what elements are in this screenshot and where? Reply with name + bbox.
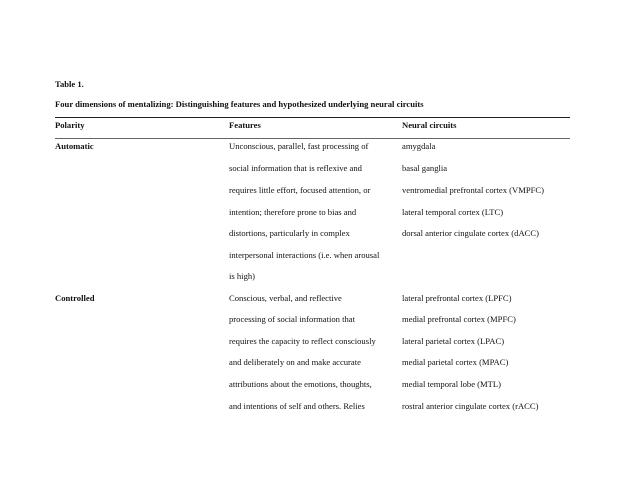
neural-circuit: lateral prefrontal cortex (LPFC) bbox=[402, 293, 512, 303]
neural-circuit: ventromedial prefrontal cortex (VMPFC) bbox=[402, 185, 544, 195]
feature-line: and deliberately on and make accurate bbox=[229, 357, 361, 367]
header-bottom-rule bbox=[55, 138, 570, 139]
feature-line: Unconscious, parallel, fast processing of bbox=[229, 141, 369, 151]
neural-circuit: medial temporal lobe (MTL) bbox=[402, 379, 502, 389]
feature-line: is high) bbox=[229, 271, 256, 281]
neural-circuit: amygdala bbox=[402, 141, 436, 151]
feature-line: requires little effort, focused attention, or bbox=[229, 185, 371, 195]
neural-circuit: dorsal anterior cingulate cortex (dACC) bbox=[402, 228, 539, 238]
neural-circuit: medial parietal cortex (MPAC) bbox=[402, 357, 509, 367]
feature-line: social information that is reflexive and bbox=[229, 163, 362, 173]
neural-circuit: lateral parietal cortex (LPAC) bbox=[402, 336, 505, 346]
feature-line: requires the capacity to reflect consciously bbox=[229, 336, 376, 346]
feature-line: Conscious, verbal, and reflective bbox=[229, 293, 342, 303]
row-polarity-controlled: Controlled bbox=[55, 293, 95, 303]
header-polarity: Polarity bbox=[55, 120, 85, 130]
feature-line: attributions about the emotions, thoughts, bbox=[229, 379, 372, 389]
feature-line: distortions, particularly in complex bbox=[229, 228, 350, 238]
feature-line: interpersonal interactions (i.e. when arousal bbox=[229, 250, 380, 260]
table-label: Table 1. bbox=[55, 79, 84, 89]
feature-line: and intentions of self and others. Relies bbox=[229, 401, 365, 411]
table-top-rule bbox=[55, 117, 570, 118]
table-title: Four dimensions of mentalizing: Distinguishing features and hypothesized underlying neural circuits bbox=[55, 99, 424, 109]
header-neural-circuits: Neural circuits bbox=[402, 120, 457, 130]
header-features: Features bbox=[229, 120, 261, 130]
neural-circuit: basal ganglia bbox=[402, 163, 448, 173]
neural-circuit: medial prefrontal cortex (MPFC) bbox=[402, 314, 516, 324]
feature-line: processing of social information that bbox=[229, 314, 356, 324]
neural-circuit: lateral temporal cortex (LTC) bbox=[402, 207, 504, 217]
neural-circuit: rostral anterior cingulate cortex (rACC) bbox=[402, 401, 539, 411]
row-polarity-automatic: Automatic bbox=[55, 141, 94, 151]
feature-line: intention; therefore prone to bias and bbox=[229, 207, 357, 217]
